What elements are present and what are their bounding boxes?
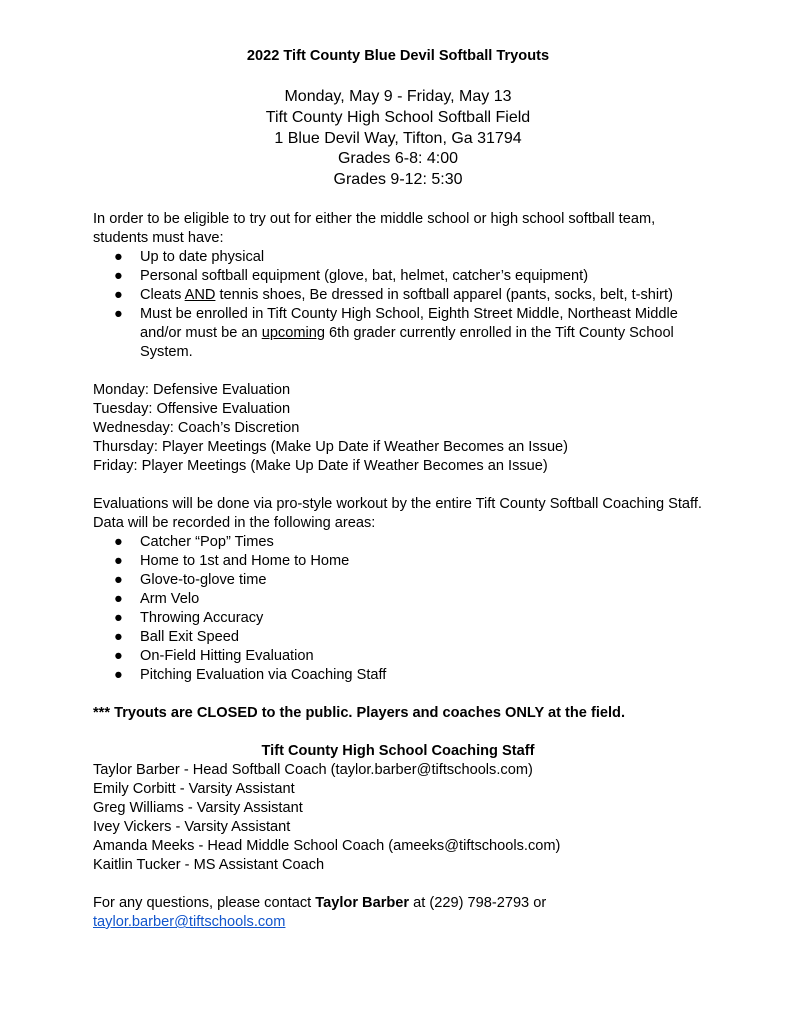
evaluation-area: Throwing Accuracy	[140, 609, 264, 626]
bullet-icon: ●	[114, 286, 123, 303]
list-item	[93, 286, 703, 305]
eligibility-physical: Up to date physical	[140, 248, 265, 265]
bullet-icon: ●	[114, 571, 123, 588]
staff-member: Taylor Barber - Head Softball Coach (taylor.barber@tiftschools.com)	[93, 761, 533, 778]
evaluation-area: Home to 1st and Home to Home	[140, 552, 350, 569]
list-item	[93, 647, 703, 666]
bullet-icon: ●	[114, 666, 123, 683]
list-item	[93, 628, 703, 647]
staff-member: Ivey Vickers - Varsity Assistant	[93, 818, 291, 835]
eligibility-cleats-rest: tennis shoes, Be dressed in softball apparel (pants, socks, belt, t-shirt)	[215, 286, 673, 303]
contact-prefix: For any questions, please contact	[93, 894, 316, 911]
list-item	[93, 552, 703, 571]
eligibility-cleats-text: Cleats	[140, 286, 185, 303]
schedule-tuesday: Tuesday: Offensive Evaluation	[93, 400, 291, 417]
staff-member: Emily Corbitt - Varsity Assistant	[93, 780, 295, 797]
list-item	[93, 590, 703, 609]
list-item	[93, 267, 703, 286]
closed-notice: *** Tryouts are CLOSED to the public. Players and coaches ONLY at the field.	[93, 704, 626, 721]
eligibility-enrolled-text: Must be enrolled in Tift County High School, Eighth Street Middle, Northeast Middle and/or must be an	[140, 305, 678, 341]
list-item	[93, 248, 703, 267]
bullet-icon: ●	[114, 248, 123, 265]
tryout-dates: Monday, May 9 - Friday, May 13	[284, 88, 512, 105]
document-page	[93, 46, 703, 932]
bullet-icon: ●	[114, 267, 123, 284]
evaluation-intro: Evaluations will be done via pro-style workout by the entire Tift County Softball Coaching Staff. Data will be recorded in the following areas:	[93, 495, 702, 531]
schedule-wednesday: Wednesday: Coach’s Discretion	[93, 419, 300, 436]
grades-6-8-time: Grades 6-8: 4:00	[337, 150, 459, 168]
weekly-schedule	[93, 381, 703, 476]
evaluation-area: Glove-to-glove time	[140, 571, 267, 588]
bullet-icon: ●	[114, 628, 123, 645]
tryout-info	[93, 87, 703, 191]
eligibility-list	[93, 248, 703, 362]
eligibility-enrolled-rest: 6th grader currently enrolled in the Tift County School System.	[140, 324, 674, 360]
list-item	[93, 666, 703, 685]
list-item	[93, 609, 703, 628]
bullet-icon: ●	[114, 609, 123, 626]
bullet-icon: ●	[114, 305, 123, 322]
eligibility-equipment: Personal softball equipment (glove, bat, helmet, catcher’s equipment)	[140, 267, 589, 284]
list-item	[93, 305, 703, 362]
tryout-location: Tift County High School Softball Field	[265, 108, 531, 126]
staff-member: Kaitlin Tucker - MS Assistant Coach	[93, 856, 325, 873]
eligibility-intro: In order to be eligible to try out for either the middle school or high school softball team, students must have:	[93, 210, 656, 246]
schedule-friday: Friday: Player Meetings (Make Up Date if Weather Becomes an Issue)	[93, 457, 548, 474]
evaluation-areas-list	[93, 533, 703, 685]
bullet-icon: ●	[114, 552, 123, 569]
staff-member: Greg Williams - Varsity Assistant	[93, 799, 303, 816]
tryout-address: 1 Blue Devil Way, Tifton, Ga 31794	[274, 129, 522, 147]
evaluation-area: Arm Velo	[140, 590, 200, 607]
list-item	[93, 533, 703, 552]
bullet-icon: ●	[114, 590, 123, 607]
eligibility-upcoming: upcoming	[261, 324, 325, 341]
evaluation-area: On-Field Hitting Evaluation	[140, 647, 314, 664]
bullet-icon: ●	[114, 533, 123, 550]
staff-title: Tift County High School Coaching Staff	[261, 742, 535, 759]
evaluation-area: Catcher “Pop” Times	[140, 533, 274, 550]
staff-member: Amanda Meeks - Head Middle School Coach (ameeks@tiftschools.com)	[93, 837, 561, 854]
grades-9-12-time: Grades 9-12: 5:30	[333, 171, 463, 189]
schedule-thursday: Thursday: Player Meetings (Make Up Date if Weather Becomes an Issue)	[93, 438, 569, 455]
document-title: 2022 Tift County Blue Devil Softball Tryouts	[246, 48, 550, 64]
contact-line	[93, 894, 703, 932]
eligibility-cleats-and: AND	[184, 286, 216, 303]
bullet-icon: ●	[114, 647, 123, 664]
evaluation-area: Ball Exit Speed	[140, 628, 239, 645]
list-item	[93, 571, 703, 590]
schedule-monday: Monday: Defensive Evaluation	[93, 381, 291, 398]
contact-email-link[interactable]: taylor.barber@tiftschools.com	[93, 913, 286, 930]
evaluation-area: Pitching Evaluation via Coaching Staff	[140, 666, 387, 683]
contact-phone: at (229) 798-2793 or	[409, 894, 547, 911]
staff-list	[93, 761, 703, 875]
contact-name: Taylor Barber	[315, 894, 410, 911]
